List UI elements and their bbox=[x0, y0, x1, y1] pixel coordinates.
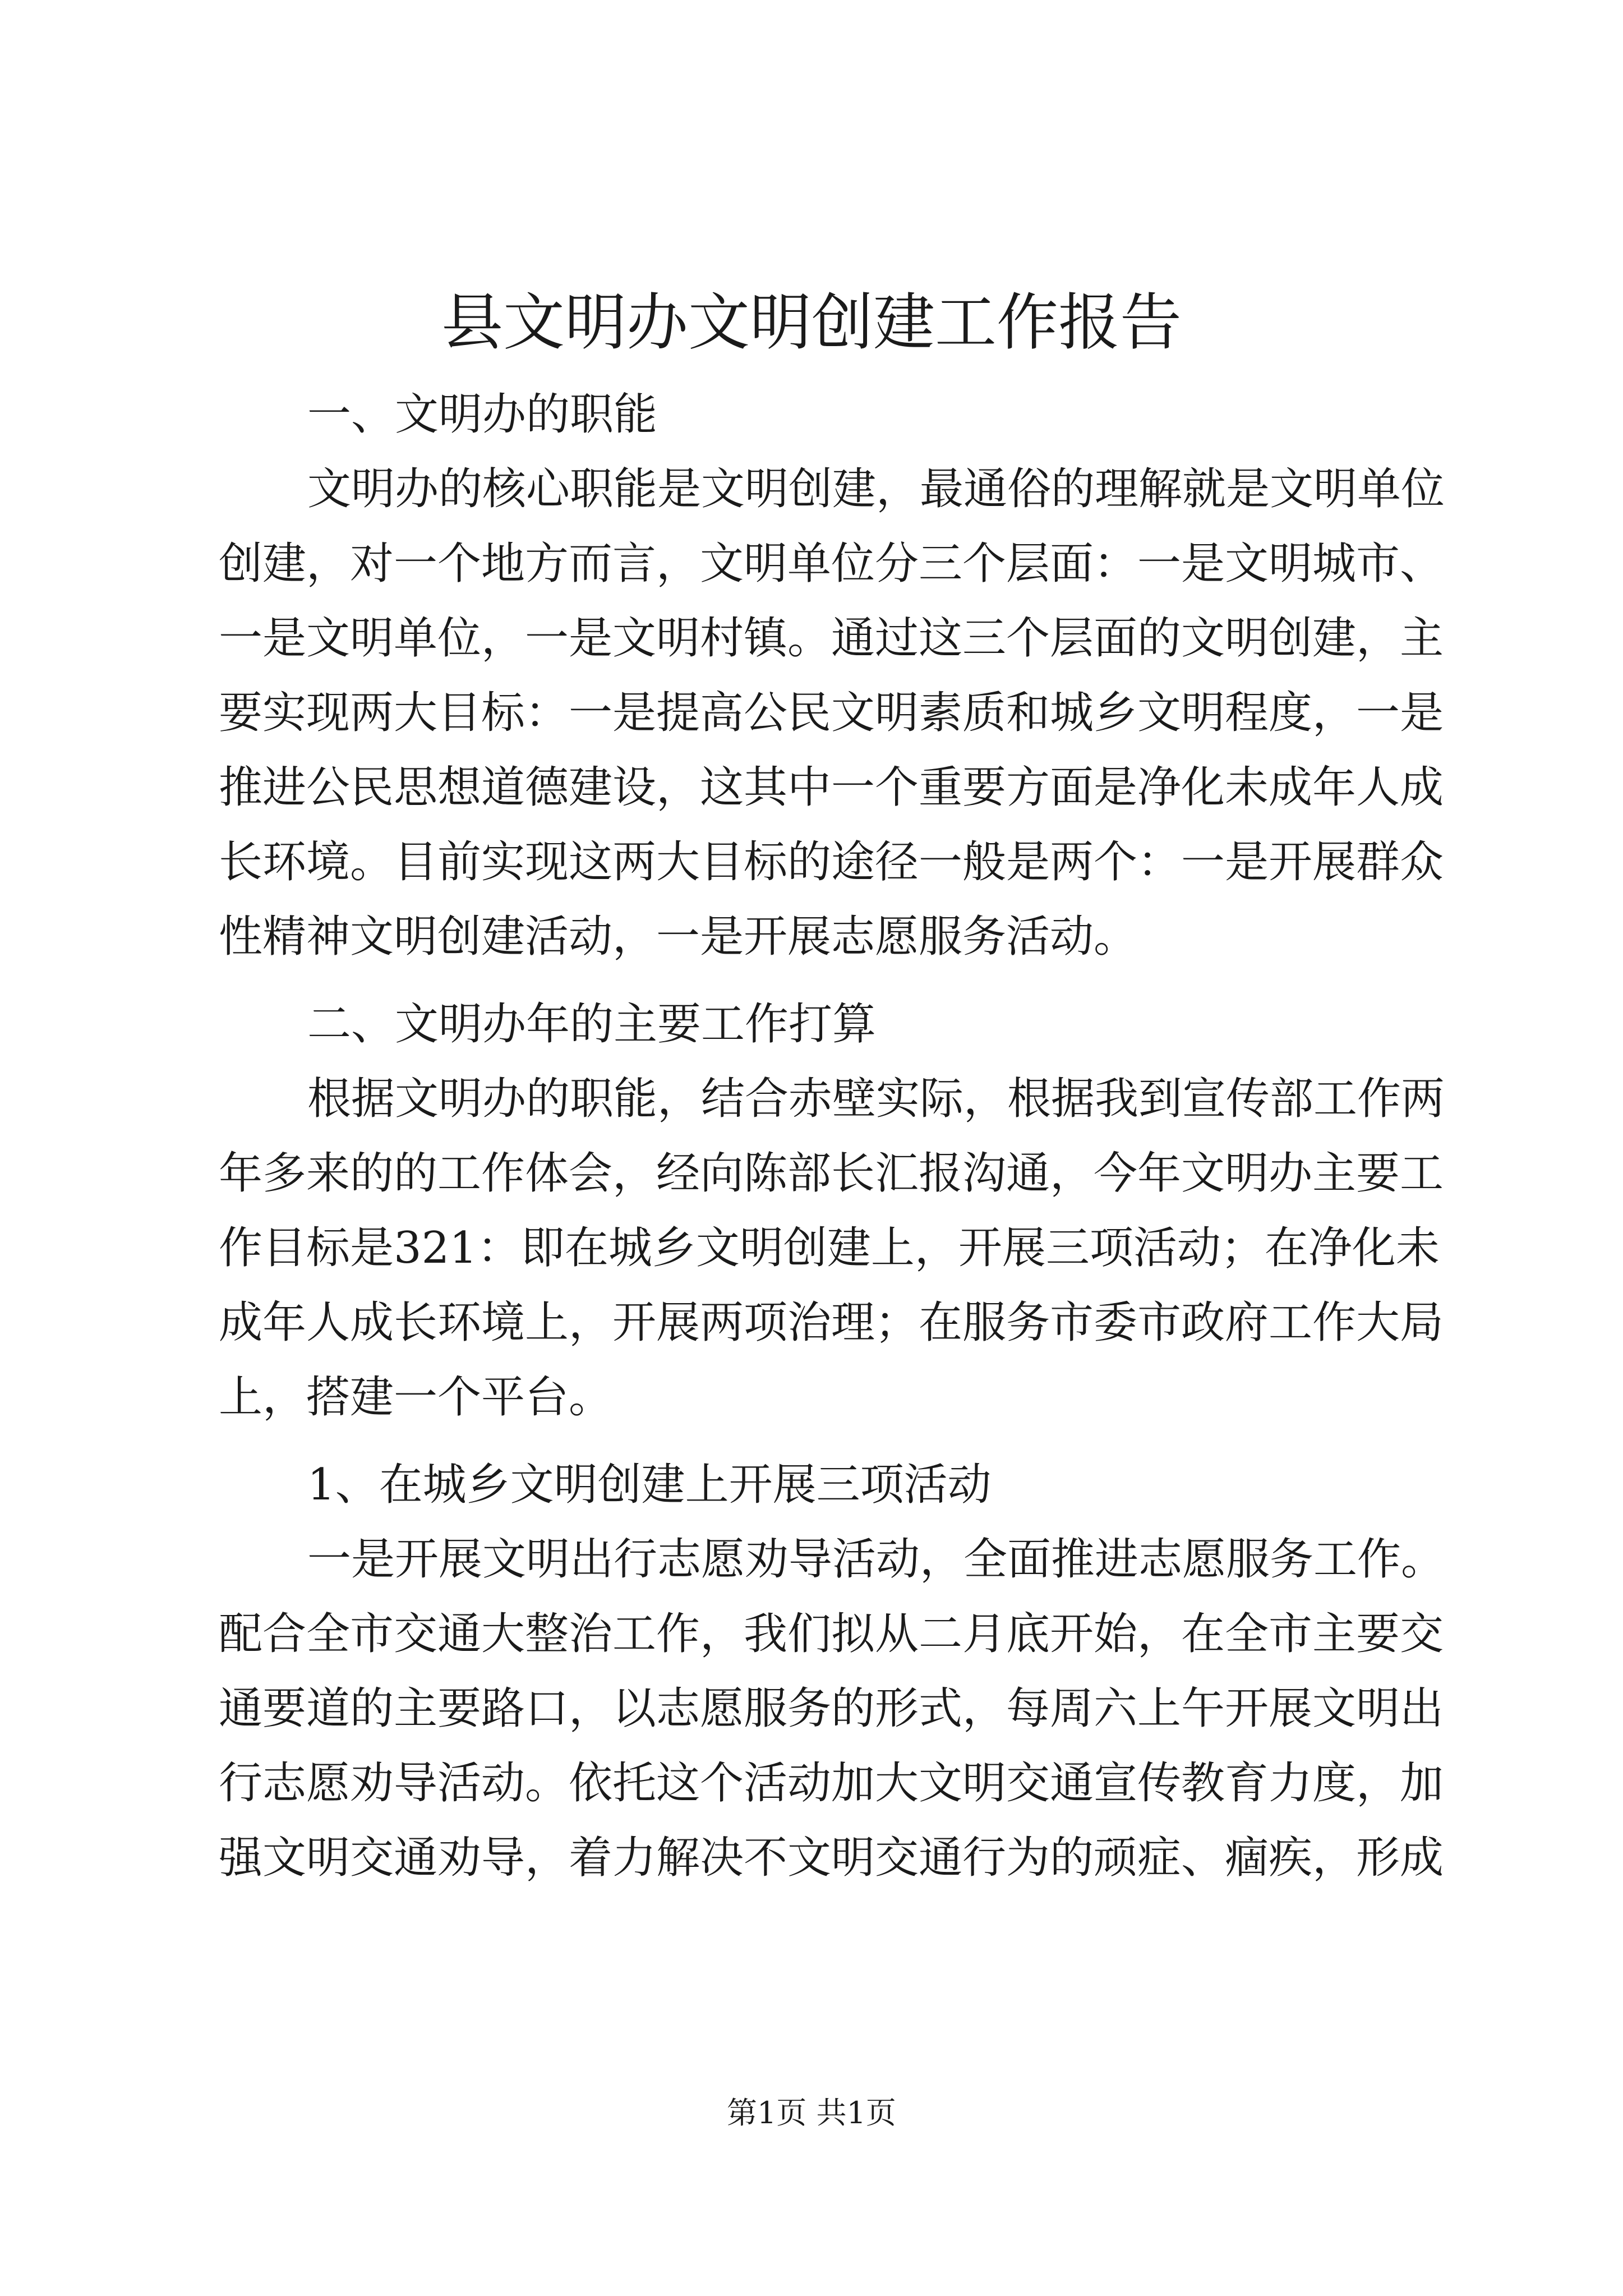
section-heading: 1、在城乡文明创建上开展三项活动 bbox=[307, 1460, 992, 1510]
section-heading: 一、文明办的职能 bbox=[307, 389, 658, 440]
paragraph-line: 文明办的核心职能是文明创建，最通俗的理解就是文明单位 bbox=[307, 464, 1445, 514]
paragraph-line: 创建，对一个地方而言，文明单位分三个层面：一是文明城市、 bbox=[219, 539, 1444, 589]
paragraph-line: 年多来的的工作体会，经向陈部长汇报沟通，今年文明办主要工 bbox=[219, 1148, 1444, 1199]
paragraph-line: 推进公民思想道德建设，这其中一个重要方面是净化未成年人成 bbox=[219, 762, 1444, 813]
paragraph-line: 上，搭建一个平台。 bbox=[219, 1372, 613, 1423]
paragraph-line: 性精神文明创建活动，一是开展志愿服务活动。 bbox=[219, 912, 1138, 962]
page-number-footer: 第1页 共1页 bbox=[727, 2095, 896, 2131]
paragraph-line: 作目标是321：即在城乡文明创建上，开展三项活动；在净化未 bbox=[219, 1223, 1440, 1273]
paragraph-line: 通要道的主要路口，以志愿服务的形式，每周六上午开展文明出 bbox=[219, 1683, 1444, 1734]
paragraph-line: 成年人成长环境上，开展两项治理；在服务市委市政府工作大局 bbox=[219, 1297, 1444, 1348]
paragraph-line: 一是开展文明出行志愿劝导活动，全面推进志愿服务工作。 bbox=[307, 1534, 1445, 1585]
paragraph-line: 要实现两大目标：一是提高公民文明素质和城乡文明程度，一是 bbox=[219, 688, 1444, 738]
document-title: 县文明办文明创建工作报告 bbox=[441, 287, 1182, 358]
paragraph-line: 根据文明办的职能，结合赤壁实际，根据我到宣传部工作两 bbox=[307, 1074, 1445, 1124]
paragraph-line: 长环境。目前实现这两大目标的途径一般是两个：一是开展群众 bbox=[219, 837, 1444, 887]
paragraph-line: 配合全市交通大整治工作，我们拟从二月底开始，在全市主要交 bbox=[219, 1609, 1444, 1659]
paragraph-line: 行志愿劝导活动。依托这个活动加大文明交通宣传教育力度，加 bbox=[219, 1758, 1444, 1809]
section-heading: 二、文明办年的主要工作打算 bbox=[307, 999, 877, 1050]
paragraph-line: 一是文明单位，一是文明村镇。通过这三个层面的文明创建，主 bbox=[219, 613, 1444, 664]
paragraph-line: 强文明交通劝导，着力解决不文明交通行为的顽症、痼疾，形成 bbox=[219, 1833, 1444, 1883]
